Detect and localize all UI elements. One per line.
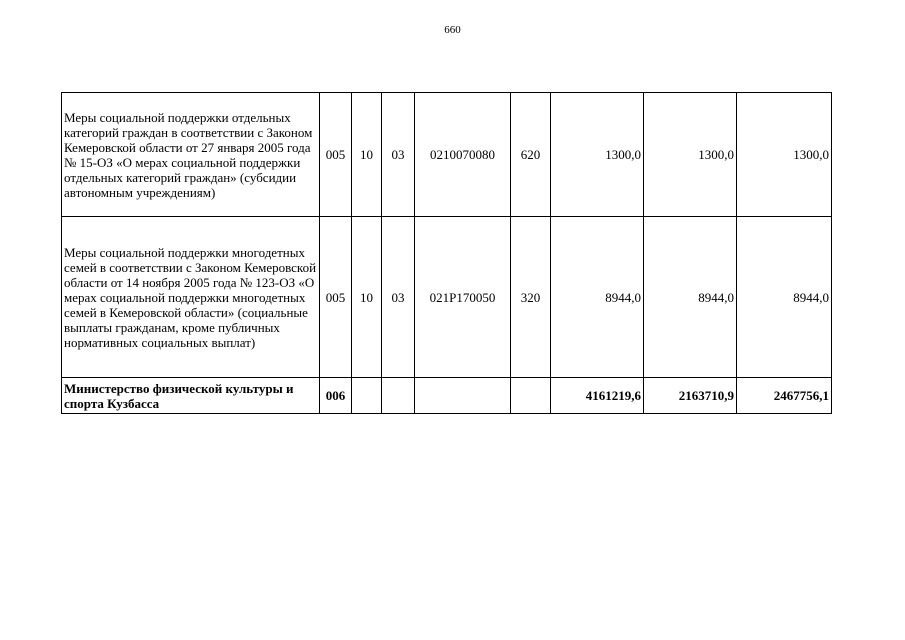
table-row — [62, 378, 832, 414]
target-article-code: 0210070080 — [415, 93, 511, 217]
ministry-code: 006 — [320, 378, 352, 414]
subsection-code: 03 — [382, 93, 415, 217]
section-code: 10 — [352, 93, 382, 217]
amount-year-2: 2163710,9 — [644, 378, 737, 414]
amount-year-2: 8944,0 — [644, 217, 737, 378]
row-name: Меры социальной поддержки отдельных категорий граждан в соответствии с Законом Кемеровской области от 27 января 2005 года № 15-ОЗ «О мерах социальной поддержки отдельных категорий граждан» (субсидии автономным учреждениям) — [62, 93, 320, 217]
amount-year-1: 1300,0 — [551, 93, 644, 217]
table-row — [62, 217, 832, 378]
row-name: Министерство физической культуры и спорта Кузбасса — [62, 378, 320, 414]
subsection-code — [382, 378, 415, 414]
amount-year-3: 8944,0 — [737, 217, 832, 378]
amount-year-1: 8944,0 — [551, 217, 644, 378]
amount-year-3: 1300,0 — [737, 93, 832, 217]
ministry-code: 005 — [320, 93, 352, 217]
row-name: Меры социальной поддержки многодетных семей в соответствии с Законом Кемеровской области от 14 ноября 2005 года № 123-ОЗ «О мерах социальной поддержки многодетных семей в Кемеровской области» (социальные выплаты гражданам, кроме публичных нормативных социальных выплат) — [62, 217, 320, 378]
expense-type-code: 620 — [511, 93, 551, 217]
expense-type-code — [511, 378, 551, 414]
budget-table — [61, 92, 832, 414]
amount-year-2: 1300,0 — [644, 93, 737, 217]
amount-year-3: 2467756,1 — [737, 378, 832, 414]
amount-year-1: 4161219,6 — [551, 378, 644, 414]
subsection-code: 03 — [382, 217, 415, 378]
target-article-code — [415, 378, 511, 414]
section-code — [352, 378, 382, 414]
page-number: 660 — [444, 24, 461, 36]
section-code: 10 — [352, 217, 382, 378]
table-row — [62, 93, 832, 217]
target-article-code: 021P170050 — [415, 217, 511, 378]
ministry-code: 005 — [320, 217, 352, 378]
expense-type-code: 320 — [511, 217, 551, 378]
